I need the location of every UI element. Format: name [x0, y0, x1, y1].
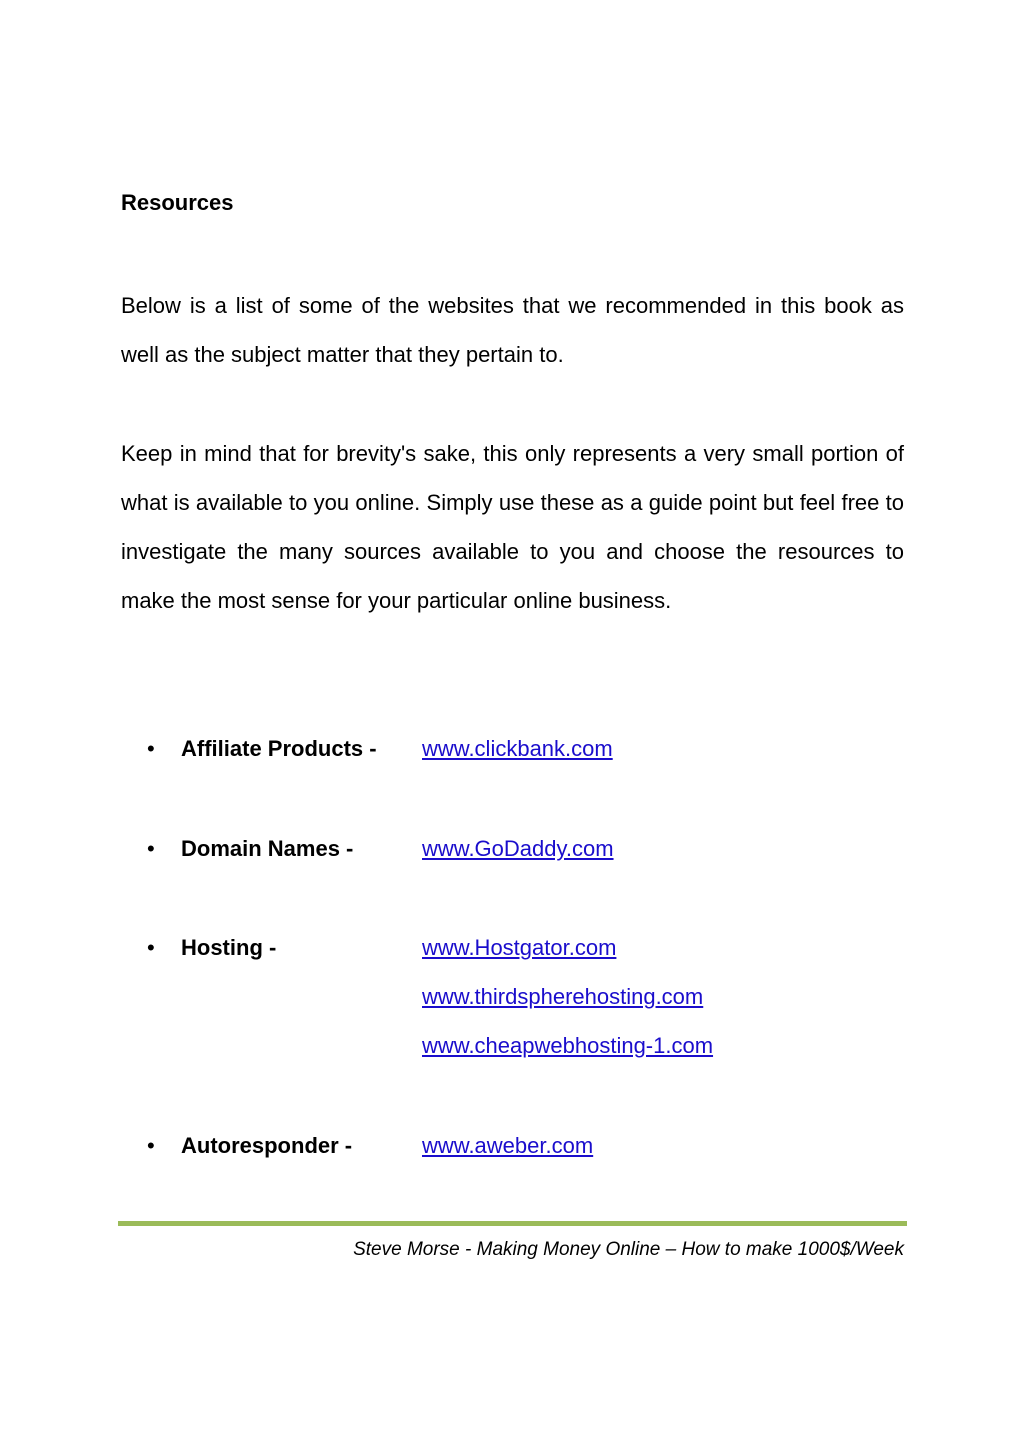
- resource-link-hostgator[interactable]: www.Hostgator.com: [422, 935, 617, 960]
- resource-label: Affiliate Products -: [181, 736, 377, 761]
- resource-label: Autoresponder -: [181, 1133, 353, 1158]
- resource-label: Hosting -: [181, 935, 277, 960]
- resource-link-godaddy[interactable]: www.GoDaddy.com: [422, 836, 614, 861]
- note-paragraph: Keep in mind that for brevity's sake, this only represents a very small portion of what is available to you online. Simply use these as a guide point but feel free to investigate the many sources available to you and choose the resources to make the most sense for your particular online business.: [121, 441, 904, 613]
- resource-label: Domain Names -: [181, 836, 354, 861]
- intro-paragraph: Below is a list of some of the websites that we recommended in this book as well as the subject matter that they pertain to.: [121, 293, 904, 367]
- bullet-icon: •: [147, 1133, 155, 1158]
- resource-link-aweber[interactable]: www.aweber.com: [422, 1133, 594, 1158]
- page-title: Resources: [121, 190, 234, 215]
- footer-divider: [118, 1221, 907, 1226]
- resource-link-thirdspherehosting[interactable]: www.thirdspherehosting.com: [422, 984, 704, 1009]
- bullet-icon: •: [147, 736, 155, 761]
- resource-link-cheapwebhosting[interactable]: www.cheapwebhosting-1.com: [422, 1033, 714, 1058]
- resource-link-clickbank[interactable]: www.clickbank.com: [422, 736, 613, 761]
- bullet-icon: •: [147, 935, 155, 960]
- bullet-icon: •: [147, 836, 155, 861]
- page-footer: Steve Morse - Making Money Online – How to make 1000$/Week: [353, 1239, 904, 1260]
